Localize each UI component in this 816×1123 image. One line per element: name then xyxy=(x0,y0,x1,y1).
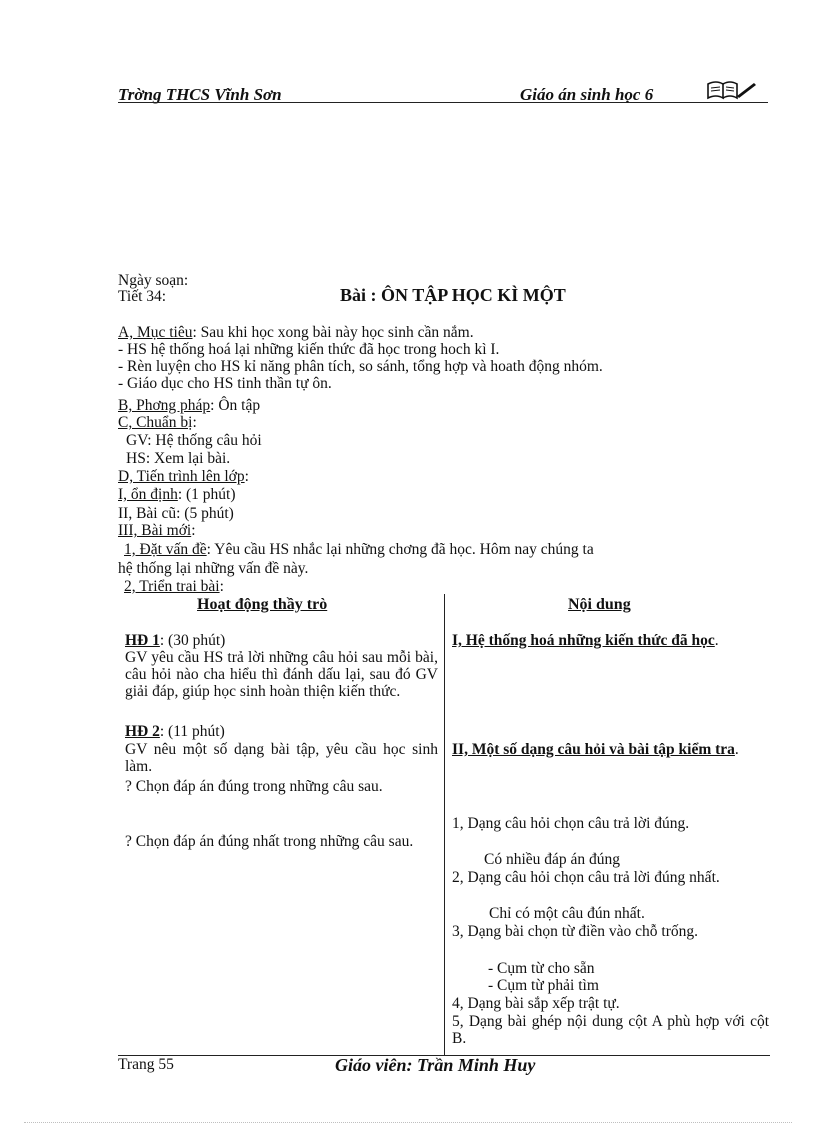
item-1: 1, Dạng câu hỏi chọn câu trả lời đúng. xyxy=(452,815,690,832)
question-2: ? Chọn đáp án đúng nhất trong những câu sau. xyxy=(125,833,414,850)
section-1-title: I, Hệ thống hoá những kiến thức đã học. xyxy=(452,632,719,649)
preparation-student: HS: Xem lại bài. xyxy=(126,450,231,467)
objective-item: - HS hệ thống hoá lại những kiến thức đã học trong hoch kì I. xyxy=(118,341,500,358)
book-pen-icon xyxy=(706,79,758,101)
process-intro: 1, Đặt vấn đề: Yêu cầu HS nhắc lại những chơng đã học. Hôm nay chúng ta xyxy=(124,541,594,558)
objectives-heading: A, Mục tiêu: Sau khi học xong bài này học sinh cần nắm. xyxy=(118,324,474,341)
objective-item: - Rèn luyện cho HS kỉ năng phân tích, so sánh, tổng hợp và hoath động nhóm. xyxy=(118,358,603,375)
preparation-heading: C, Chuẩn bị: xyxy=(118,414,197,431)
item-5: 5, Dạng bài ghép nội dung cột A phù hợp với cột B. xyxy=(452,1013,769,1047)
process-step1: I, ổn định: (1 phút) xyxy=(118,486,236,503)
objective-item: - Giáo dục cho HS tinh thần tự ôn. xyxy=(118,375,332,392)
question-1: ? Chọn đáp án đúng trong những câu sau. xyxy=(125,778,383,795)
header-rule xyxy=(118,102,768,103)
item-3-sub-1: - Cụm từ cho sẵn xyxy=(488,960,595,977)
header-school: Trờng THCS Vĩnh Sơn xyxy=(118,85,282,104)
teacher-signature: Giáo viên: Trần Minh Huy xyxy=(335,1055,536,1075)
process-heading: D, Tiến trình lên lớp: xyxy=(118,468,249,485)
process-intro-cont: hệ thống lại những vấn đề này. xyxy=(118,560,309,577)
preparation-teacher: GV: Hệ thống câu hỏi xyxy=(126,432,262,449)
date-label: Ngày soạn: xyxy=(118,272,189,289)
item-2: 2, Dạng câu hỏi chọn câu trả lời đúng nhất. xyxy=(452,869,720,886)
activity-2-text: GV nêu một số dạng bài tập, yêu cầu học sinh làm. xyxy=(125,741,438,775)
process-develop: 2, Triển trai bài: xyxy=(124,578,224,595)
activity-2-label: HĐ 2: (11 phút) xyxy=(125,723,225,740)
page-number: Trang 55 xyxy=(118,1056,174,1073)
activity-1-label: HĐ 1: (30 phút) xyxy=(125,632,226,649)
item-3: 3, Dạng bài chọn từ điền vào chỗ trống. xyxy=(452,923,699,940)
table-divider xyxy=(444,594,445,1056)
item-4: 4, Dạng bài sắp xếp trật tự. xyxy=(452,995,620,1012)
right-column-header: Nội dung xyxy=(568,596,631,613)
activity-1-text: GV yêu cầu HS trả lời những câu hỏi sau mỗi bài, câu hỏi nào cha hiểu thì đánh dấu lại, sau đó GV giải đáp, giúp học sinh hoàn thiện kiến thức. xyxy=(125,649,438,700)
period-label: Tiết 34: xyxy=(118,288,167,305)
process-step2: II, Bài cũ: (5 phút) xyxy=(118,505,234,522)
item-2-sub: Chỉ có một câu đún nhất. xyxy=(489,905,645,922)
header-doc-title: Giáo án sinh học 6 xyxy=(520,85,654,104)
item-1-sub: Có nhiều đáp án đúng xyxy=(484,851,621,868)
process-step3: III, Bài mới: xyxy=(118,522,196,539)
item-3-sub-2: - Cụm từ phải tìm xyxy=(488,977,599,994)
lesson-title: Bài : ÔN TẬP HỌC KÌ MỘT xyxy=(340,285,566,305)
method-line: B, Phơng pháp: Ôn tập xyxy=(118,397,261,414)
section-2-title: II, Một số dạng câu hỏi và bài tập kiểm tra. xyxy=(452,741,739,758)
left-column-header: Hoạt động thầy trò xyxy=(197,596,328,613)
